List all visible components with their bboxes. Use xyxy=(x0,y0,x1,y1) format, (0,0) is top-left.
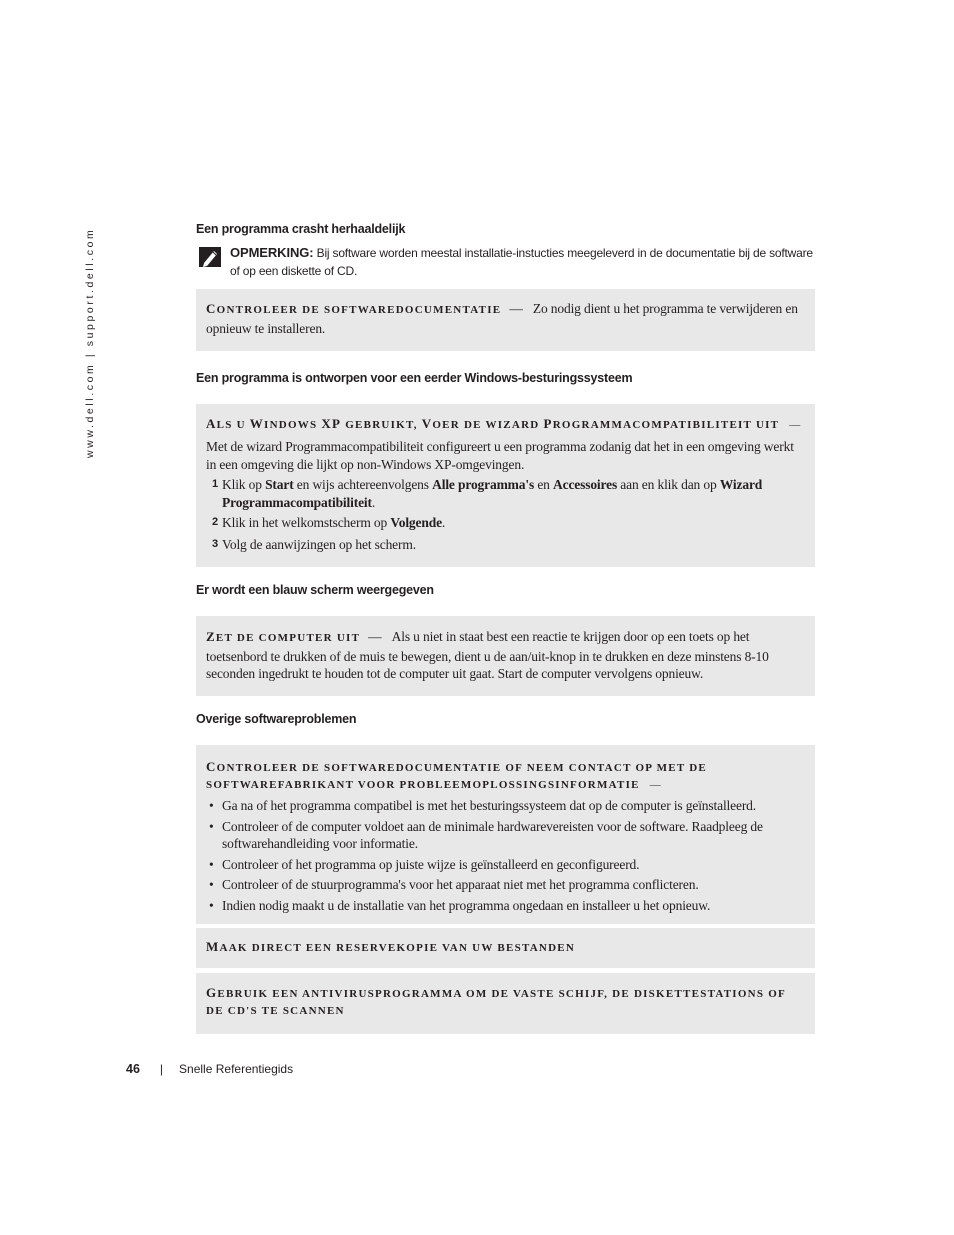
box-antivirus xyxy=(196,973,815,1034)
note-label: OPMERKING: xyxy=(230,245,314,260)
heading-blue-screen: Er wordt een blauw scherm weergegeven xyxy=(196,583,434,597)
em-dash: — xyxy=(509,301,523,316)
note xyxy=(198,244,814,280)
box-text: Als u niet in staat best een reactie te krijgen door op een toets op het toetsenbord te drukken of de muis te bewegen, dient u de aan/uit-knop in te drukken en deze minstens 8-10 seconden ingedrukt te houden tot de computer uit gaat. Start de computer vervolgens opnieuw. xyxy=(206,629,769,681)
box-backup-files xyxy=(196,928,815,968)
compat-intro: Met de wizard Programmacompatibiliteit configureert u een programma zodanig dat het in een omgeving werkt in een omgeving die lijkt op non-Windows XP-omgevingen. xyxy=(206,439,794,472)
note-body: Bij software worden meestal installatie-instucties meegeleverd in de documentatie bij de software of op een diskette of CD. xyxy=(230,246,813,278)
list-item: • Controleer of de computer voldoet aan de minimale hardwarevereisten voor de software. Raadpleeg de softwarehandleiding voor informatie. xyxy=(209,818,763,851)
note-pencil-icon xyxy=(198,246,222,268)
box-check-doc-contact xyxy=(196,745,815,924)
list-item: 1 Klik op Start en wijs achtereenvolgens Alle programma's en Accessoires aan en klik dan op Wizard Programmacompatibiliteit. xyxy=(212,477,763,510)
note-text xyxy=(230,244,814,280)
box-title: GEBRUIK EEN ANTIVIRUSPROGRAMMA OM DE VASTE SCHIJF, DE DISKETTESTATIONS OF DE CD'S TE SCANNEN xyxy=(206,985,786,1017)
box-title: CONTROLEER DE SOFTWAREDOCUMENTATIE OF NEEM CONTACT OP MET DE SOFTWAREFABRIKANT VOOR PROBLEEMOPLOSSINGSINFORMATIE — xyxy=(206,759,708,791)
list-item: • Controleer of de stuurprogramma's voor het apparaat niet met het programma conflicteren. xyxy=(209,877,699,892)
list-item: • Controleer of het programma op juiste wijze is geïnstalleerd en geconfigureerd. xyxy=(209,856,640,872)
footer-separator: | xyxy=(159,1062,164,1076)
box-title: ZET DE COMPUTER UIT xyxy=(206,629,361,644)
heading-program-crash: Een programma crasht herhaaldelijk xyxy=(196,222,406,236)
box-title: ALS U WINDOWS XP GEBRUIKT, VOER DE WIZARD PROGRAMMACOMPATIBILITEIT UIT — xyxy=(206,416,801,431)
list-item: • Indien nodig maakt u de installatie van het programma ongedaan en installeer u het opnieuw. xyxy=(209,897,711,913)
side-url: www.dell.com | support.dell.com xyxy=(84,227,96,458)
box-turn-off-computer xyxy=(196,616,815,696)
box-compat-wizard xyxy=(196,404,815,567)
box-turn-off-content xyxy=(206,628,805,683)
box-title: CONTROLEER DE SOFTWAREDOCUMENTATIE xyxy=(206,301,502,316)
compat-steps xyxy=(206,476,805,553)
page-number: 46 xyxy=(126,1062,140,1076)
software-bullets xyxy=(206,797,805,914)
em-dash: — xyxy=(789,419,801,431)
footer-title: Snelle Referentiegids xyxy=(179,1062,294,1076)
list-item: 2 Klik in het welkomstscherm op Volgende. xyxy=(212,515,446,530)
box-text: Zo nodig dient u het programma te verwijderen en opnieuw te installeren. xyxy=(206,301,798,336)
page-footer xyxy=(126,1062,293,1076)
list-item: 3 Volg de aanwijzingen op het scherm. xyxy=(212,536,416,552)
em-dash: — xyxy=(649,779,661,791)
heading-older-windows: Een programma is ontworpen voor een eerder Windows-besturingssysteem xyxy=(196,371,633,385)
box-check-software-doc-content xyxy=(206,300,805,337)
list-item: • Ga na of het programma compatibel is met het besturingssysteem dat op de computer is geïnstalleerd. xyxy=(209,798,756,813)
em-dash: — xyxy=(368,629,382,644)
box-check-software-doc xyxy=(196,289,815,351)
box-title: MAAK DIRECT EEN RESERVEKOPIE VAN UW BESTANDEN xyxy=(206,939,576,954)
heading-other-software: Overige softwareproblemen xyxy=(196,712,357,726)
